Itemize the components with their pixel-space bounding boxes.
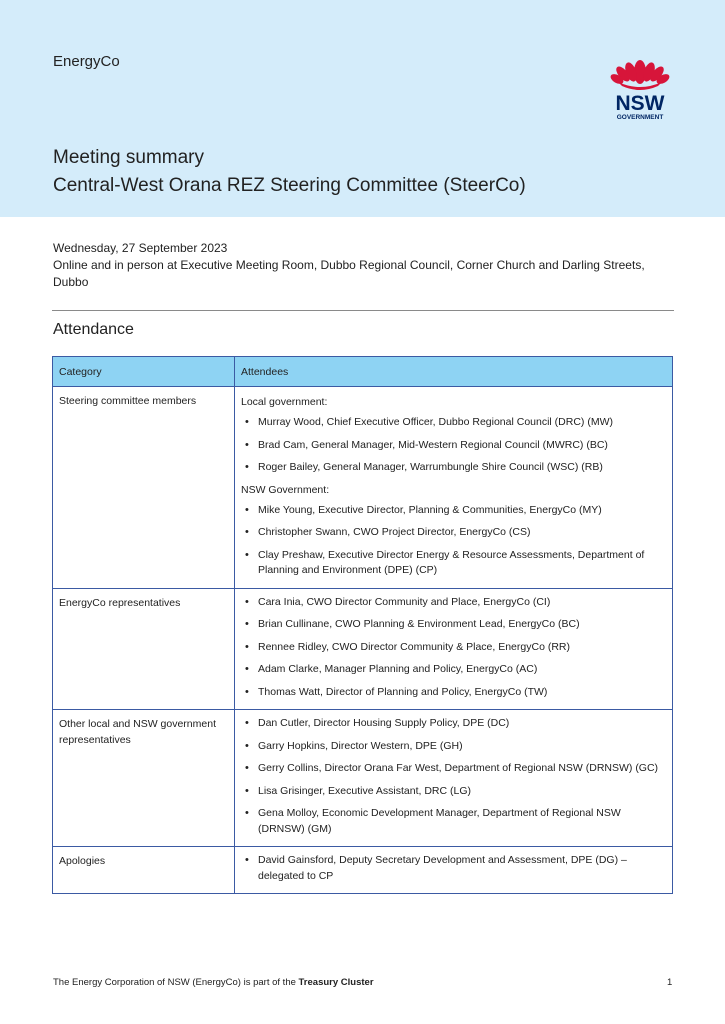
table-row bbox=[53, 387, 673, 589]
attendee-item: • Cara Inia, CWO Director Community and Place, EnergyCo (CI) bbox=[241, 595, 666, 611]
attendee-item: • Gerry Collins, Director Orana Far West, Department of Regional NSW (DRNSW) (GC) bbox=[241, 761, 666, 777]
logo-government-text: GOVERNMENT bbox=[616, 114, 664, 121]
title-line-1: Meeting summary bbox=[53, 147, 204, 168]
category-cell: Other local and NSW government representatives bbox=[53, 710, 235, 847]
attendee-item: • Brian Cullinane, CWO Planning & Environment Lead, EnergyCo (BC) bbox=[241, 617, 666, 633]
waratah-flower-icon bbox=[609, 60, 671, 90]
page-number: 1 bbox=[667, 977, 673, 988]
table-row bbox=[53, 847, 673, 894]
attendee-item: • Adam Clarke, Manager Planning and Policy, EnergyCo (AC) bbox=[241, 662, 666, 678]
attendee-item: • Murray Wood, Chief Executive Officer, Dubbo Regional Council (DRC) (MW) bbox=[241, 415, 666, 431]
group-label: Local government: bbox=[241, 396, 328, 408]
group-label: NSW Government: bbox=[241, 483, 330, 496]
attendee-item: • David Gainsford, Deputy Secretary Development and Assessment, DPE (DG) – delegated to CP bbox=[241, 853, 666, 884]
meeting-date: Wednesday, 27 September 2023 bbox=[53, 241, 228, 255]
column-header-attendees: Attendees bbox=[235, 357, 673, 387]
attendee-list bbox=[241, 415, 666, 476]
attendees-cell bbox=[235, 847, 673, 894]
attendance-table bbox=[52, 356, 673, 894]
org-name: EnergyCo bbox=[53, 53, 120, 70]
attendee-item: • Gena Molloy, Economic Development Manager, Department of Regional NSW (DRNSW) (GM) bbox=[241, 806, 666, 837]
table-row bbox=[53, 588, 673, 710]
meeting-location: Online and in person at Executive Meeting Room, Dubbo Regional Council, Corner Church and Darling Streets, Dubbo bbox=[53, 258, 645, 289]
footer-text bbox=[53, 977, 374, 988]
table-row bbox=[53, 710, 673, 847]
attendee-item: • Rennee Ridley, CWO Director Community & Place, EnergyCo (RR) bbox=[241, 640, 666, 656]
attendee-item: • Dan Cutler, Director Housing Supply Policy, DPE (DC) bbox=[241, 716, 666, 732]
footer-text-prefix: The Energy Corporation of NSW (EnergyCo) is part of the bbox=[53, 977, 299, 988]
nsw-government-logo bbox=[604, 48, 676, 122]
attendee-item: • Clay Preshaw, Executive Director Energy & Resource Assessments, Department of Planning and Environment (DPE) (CP) bbox=[241, 548, 666, 579]
attendee-list bbox=[241, 503, 666, 579]
section-divider bbox=[52, 310, 674, 311]
attendees-cell bbox=[235, 387, 673, 589]
footer-text-bold: Treasury Cluster bbox=[298, 977, 374, 988]
meeting-details bbox=[53, 240, 668, 291]
attendee-item: • Christopher Swann, CWO Project Director, EnergyCo (CS) bbox=[241, 525, 666, 541]
attendees-cell bbox=[235, 588, 673, 710]
attendees-cell bbox=[235, 710, 673, 847]
category-cell: Apologies bbox=[53, 847, 235, 894]
table-header-row bbox=[53, 357, 673, 387]
attendance-heading: Attendance bbox=[53, 321, 134, 338]
attendee-item: • Brad Cam, General Manager, Mid-Western Regional Council (MWRC) (BC) bbox=[241, 438, 666, 454]
logo-nsw-text: NSW bbox=[615, 92, 665, 115]
category-cell: Steering committee members bbox=[53, 387, 235, 589]
column-header-category: Category bbox=[53, 357, 235, 387]
attendee-list bbox=[241, 853, 666, 884]
document-title bbox=[53, 144, 526, 200]
attendee-list bbox=[241, 716, 666, 837]
attendee-list bbox=[241, 595, 666, 701]
title-line-2: Central-West Orana REZ Steering Committee (SteerCo) bbox=[53, 175, 526, 196]
attendee-item: • Roger Bailey, General Manager, Warrumbungle Shire Council (WSC) (RB) bbox=[241, 460, 666, 476]
attendee-item: • Thomas Watt, Director of Planning and Policy, EnergyCo (TW) bbox=[241, 685, 666, 701]
attendee-item: • Garry Hopkins, Director Western, DPE (GH) bbox=[241, 739, 666, 755]
attendee-item: • Lisa Grisinger, Executive Assistant, DRC (LG) bbox=[241, 784, 666, 800]
attendee-item: • Mike Young, Executive Director, Planning & Communities, EnergyCo (MY) bbox=[241, 503, 666, 519]
category-cell: EnergyCo representatives bbox=[53, 588, 235, 710]
